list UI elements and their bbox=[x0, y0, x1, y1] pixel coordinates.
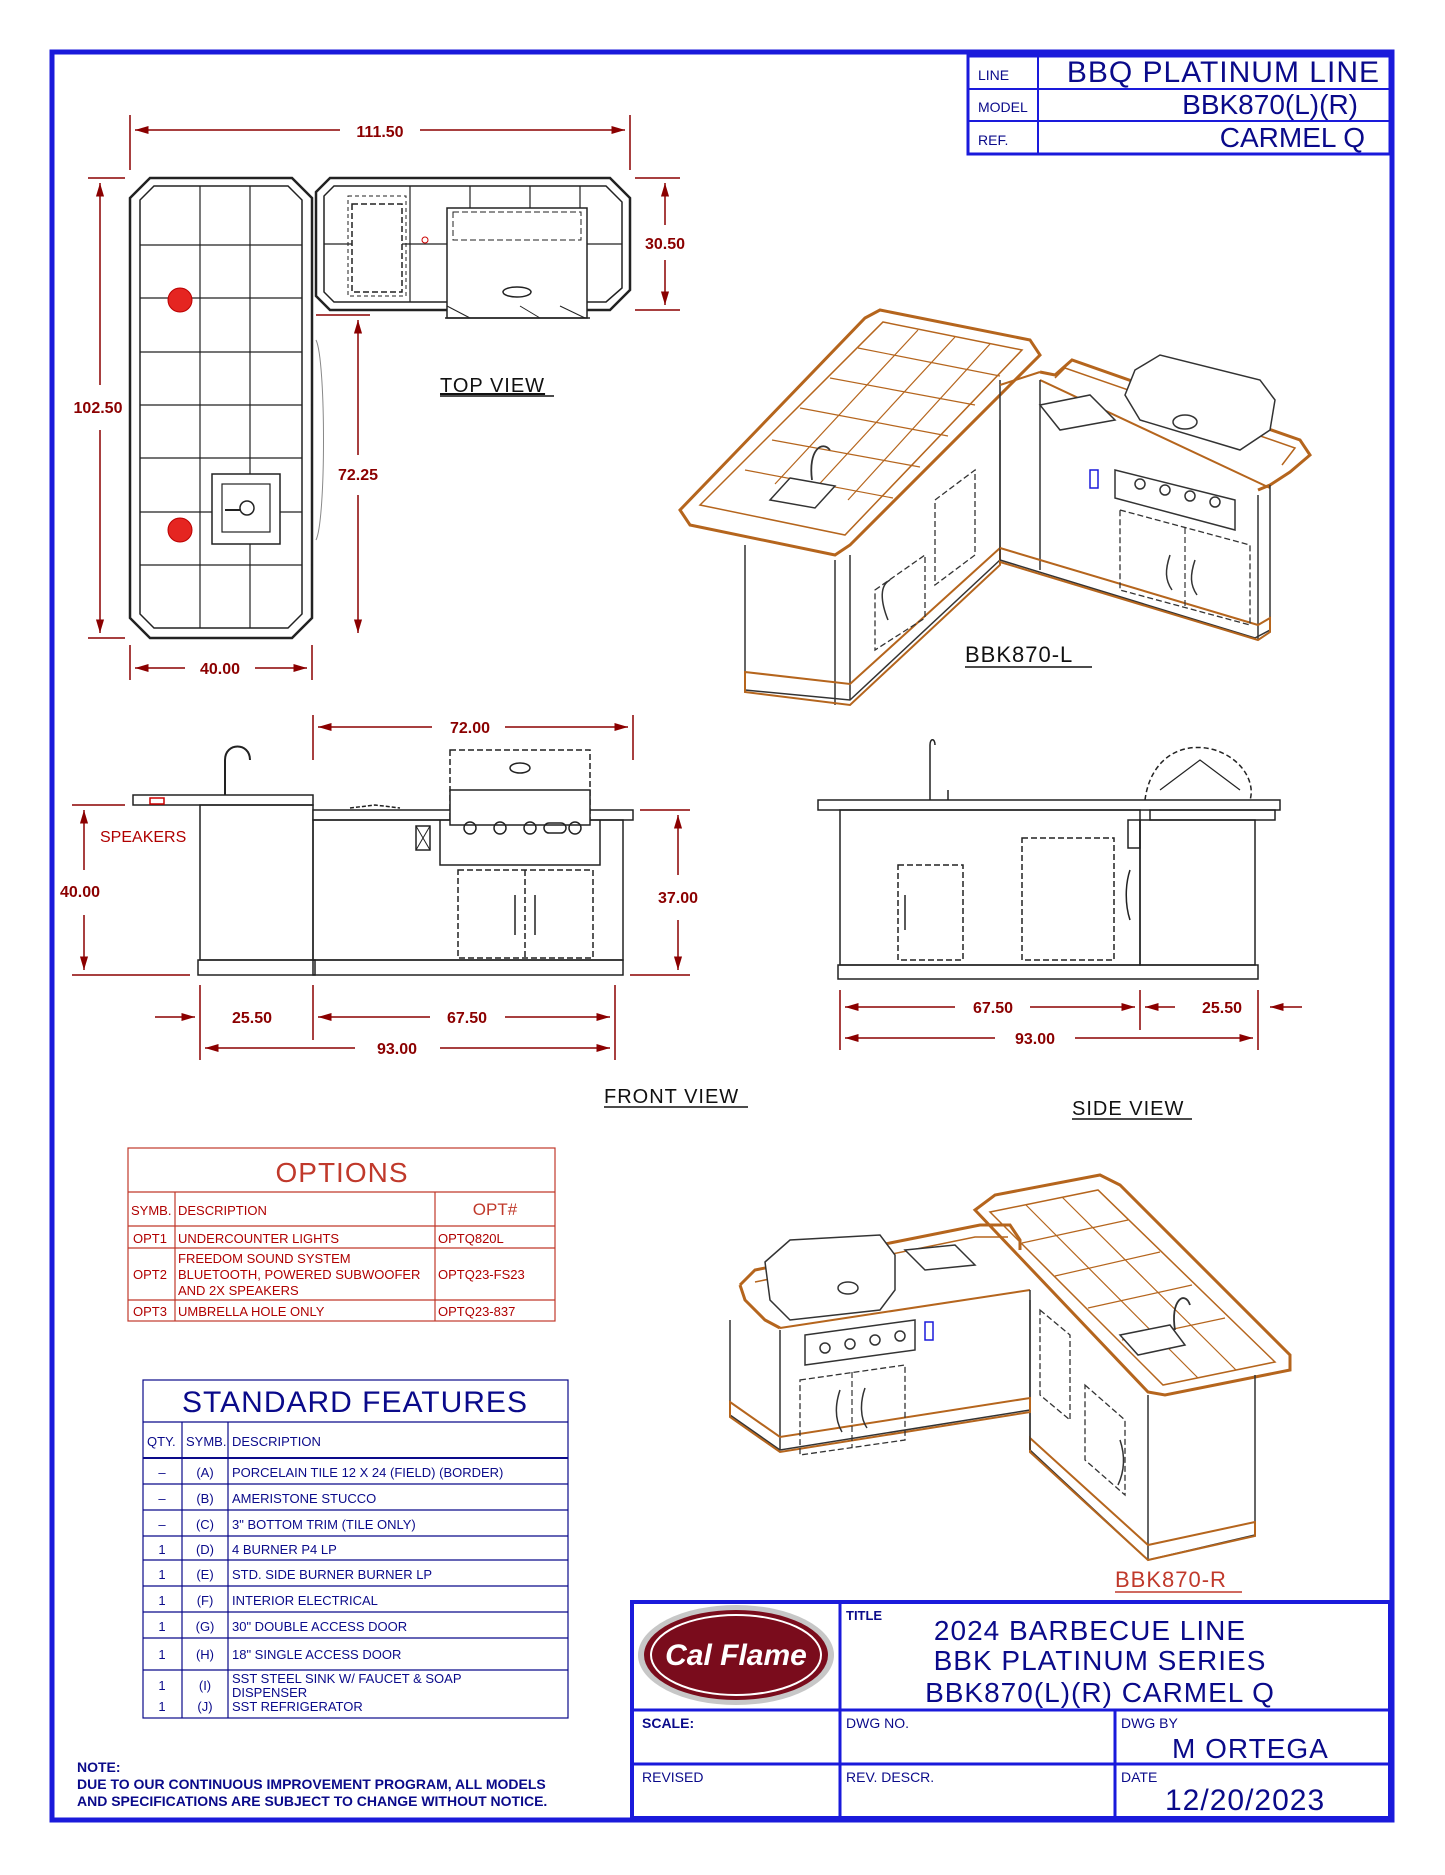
feature-desc: INTERIOR ELECTRICAL bbox=[232, 1593, 378, 1608]
feature-desc: 4 BURNER P4 LP bbox=[232, 1542, 337, 1557]
front-view-drawing bbox=[133, 747, 633, 976]
model-label: MODEL bbox=[978, 99, 1028, 115]
dim-top-inner: 72.25 bbox=[337, 467, 379, 484]
options-row-opt: OPTQ23-FS23 bbox=[438, 1267, 525, 1282]
options-row-desc: UMBRELLA HOLE ONLY bbox=[178, 1304, 325, 1319]
dim-side-total: 93.00 bbox=[1014, 1031, 1056, 1048]
front-view-label: FRONT VIEW bbox=[604, 1086, 740, 1108]
dim-front-top: 72.00 bbox=[449, 720, 491, 737]
feature-qty: – bbox=[158, 1465, 166, 1480]
options-row-symb: OPT2 bbox=[133, 1267, 167, 1282]
dim-front-height: 40.00 bbox=[59, 884, 101, 901]
feature-desc: DISPENSER bbox=[232, 1685, 308, 1700]
feature-symb: (A) bbox=[196, 1465, 214, 1480]
line-label: LINE bbox=[978, 67, 1010, 83]
scale-label: SCALE: bbox=[642, 1715, 695, 1731]
feature-desc: STD. SIDE BURNER BURNER LP bbox=[232, 1567, 433, 1582]
feature-symb: (H) bbox=[195, 1647, 215, 1662]
feature-symb: (C) bbox=[195, 1517, 215, 1532]
feature-qty: – bbox=[158, 1517, 166, 1532]
dim-top-depth: 102.50 bbox=[73, 400, 123, 417]
feature-desc: AMERISTONE STUCCO bbox=[232, 1491, 377, 1506]
feature-symb: (B) bbox=[196, 1491, 214, 1506]
feature-symb: (G) bbox=[195, 1619, 215, 1634]
options-title: OPTIONS bbox=[275, 1157, 409, 1188]
feature-symb: (J) bbox=[197, 1699, 213, 1714]
cal-flame-logo bbox=[638, 1605, 834, 1705]
options-row-opt: OPTQ23-837 bbox=[438, 1304, 516, 1319]
title-line2: BBK PLATINUM SERIES bbox=[933, 1645, 1267, 1676]
top-view-dimensions bbox=[88, 115, 680, 680]
feature-desc: PORCELAIN TILE 12 X 24 (FIELD) (BORDER) bbox=[232, 1465, 504, 1480]
dwg-by-label: DWG BY bbox=[1121, 1715, 1178, 1731]
feature-desc: SST STEEL SINK W/ FAUCET & SOAP bbox=[232, 1671, 462, 1686]
iso-left-label: BBK870-L bbox=[965, 642, 1074, 667]
dim-front-b: 67.50 bbox=[446, 1010, 488, 1027]
date-value: 12/20/2023 bbox=[1165, 1784, 1326, 1817]
title-block bbox=[968, 56, 1390, 154]
feature-qty: 1 bbox=[158, 1647, 166, 1662]
feature-qty: 1 bbox=[158, 1542, 166, 1557]
options-row-desc: UNDERCOUNTER LIGHTS bbox=[178, 1231, 340, 1246]
feature-desc: 3" BOTTOM TRIM (TILE ONLY) bbox=[232, 1517, 416, 1532]
dwg-by-value: M ORTEGA bbox=[1172, 1733, 1329, 1764]
side-view-dimensions bbox=[840, 990, 1302, 1050]
feature-qty: – bbox=[158, 1491, 166, 1506]
feature-qty: 1 bbox=[158, 1593, 166, 1608]
side-view-label: SIDE VIEW bbox=[1072, 1098, 1185, 1120]
ref-label: REF. bbox=[978, 132, 1009, 148]
feature-desc: 30" DOUBLE ACCESS DOOR bbox=[232, 1619, 408, 1634]
note-line2: AND SPECIFICATIONS ARE SUBJECT TO CHANGE WITHOUT NOTICE. bbox=[77, 1793, 548, 1809]
features-header-qty: QTY. bbox=[147, 1434, 176, 1449]
dim-top-width: 111.50 bbox=[356, 124, 404, 141]
feature-qty: 1 bbox=[158, 1619, 166, 1634]
options-header-opt: OPT# bbox=[472, 1200, 518, 1219]
feature-qty: 1 bbox=[158, 1567, 166, 1582]
revised-label: REVISED bbox=[642, 1769, 704, 1785]
title-line3: BBK870(L)(R) CARMEL Q bbox=[925, 1677, 1275, 1708]
feature-desc: 18" SINGLE ACCESS DOOR bbox=[232, 1647, 402, 1662]
side-view-drawing bbox=[818, 740, 1280, 979]
note-label: NOTE: bbox=[77, 1759, 121, 1775]
options-row-symb: OPT1 bbox=[133, 1231, 167, 1246]
title-label: TITLE bbox=[846, 1608, 883, 1623]
note-line1: DUE TO OUR CONTINUOUS IMPROVEMENT PROGRAM, ALL MODELS bbox=[77, 1776, 546, 1792]
rev-descr-label: REV. DESCR. bbox=[846, 1769, 935, 1785]
feature-symb: (F) bbox=[196, 1593, 214, 1608]
dim-side-b: 25.50 bbox=[1201, 1000, 1243, 1017]
speakers-label: SPEAKERS bbox=[100, 829, 187, 846]
top-view bbox=[130, 178, 630, 638]
options-row-desc: FREEDOM SOUND SYSTEM bbox=[178, 1251, 351, 1266]
options-header-desc: DESCRIPTION bbox=[178, 1203, 267, 1218]
dim-front-counter: 37.00 bbox=[657, 890, 699, 907]
dim-top-island: 40.00 bbox=[199, 661, 241, 678]
dwg-no-label: DWG NO. bbox=[846, 1715, 909, 1731]
dim-front-a: 25.50 bbox=[231, 1010, 273, 1027]
features-title: STANDARD FEATURES bbox=[182, 1386, 528, 1419]
front-view-dimensions bbox=[72, 715, 690, 1060]
model-value: BBK870(L)(R) bbox=[1182, 89, 1358, 120]
speaker-marker-icon bbox=[168, 288, 192, 312]
feature-symb: (D) bbox=[195, 1542, 215, 1557]
dim-front-total: 93.00 bbox=[376, 1041, 418, 1058]
dim-top-bar: 30.50 bbox=[644, 236, 686, 253]
top-view-label: TOP VIEW bbox=[440, 375, 546, 397]
options-header-symb: SYMB. bbox=[131, 1203, 172, 1218]
ref-value: CARMEL Q bbox=[1219, 122, 1365, 153]
feature-symb: (I) bbox=[198, 1678, 212, 1693]
iso-right-drawing bbox=[730, 1175, 1290, 1560]
options-row-desc: AND 2X SPEAKERS bbox=[178, 1283, 299, 1298]
feature-qty: 1 bbox=[158, 1699, 166, 1714]
feature-qty: 1 bbox=[158, 1678, 166, 1693]
logo-text: Cal Flame bbox=[665, 1639, 807, 1672]
title-line1: 2024 BARBECUE LINE bbox=[933, 1615, 1247, 1646]
options-row-desc: BLUETOOTH, POWERED SUBWOOFER bbox=[178, 1267, 421, 1282]
feature-desc: SST REFRIGERATOR bbox=[232, 1699, 363, 1714]
feature-symb: (E) bbox=[196, 1567, 214, 1582]
options-row-symb: OPT3 bbox=[133, 1304, 167, 1319]
features-header-desc: DESCRIPTION bbox=[232, 1434, 321, 1449]
options-row-opt: OPTQ820L bbox=[438, 1231, 504, 1246]
line-value: BBQ PLATINUM LINE bbox=[1066, 56, 1380, 89]
date-label: DATE bbox=[1121, 1769, 1158, 1785]
dim-side-a: 67.50 bbox=[972, 1000, 1014, 1017]
iso-right-label: BBK870-R bbox=[1115, 1567, 1227, 1592]
speaker-marker-icon bbox=[168, 518, 192, 542]
features-header-symb: SYMB. bbox=[186, 1434, 227, 1449]
